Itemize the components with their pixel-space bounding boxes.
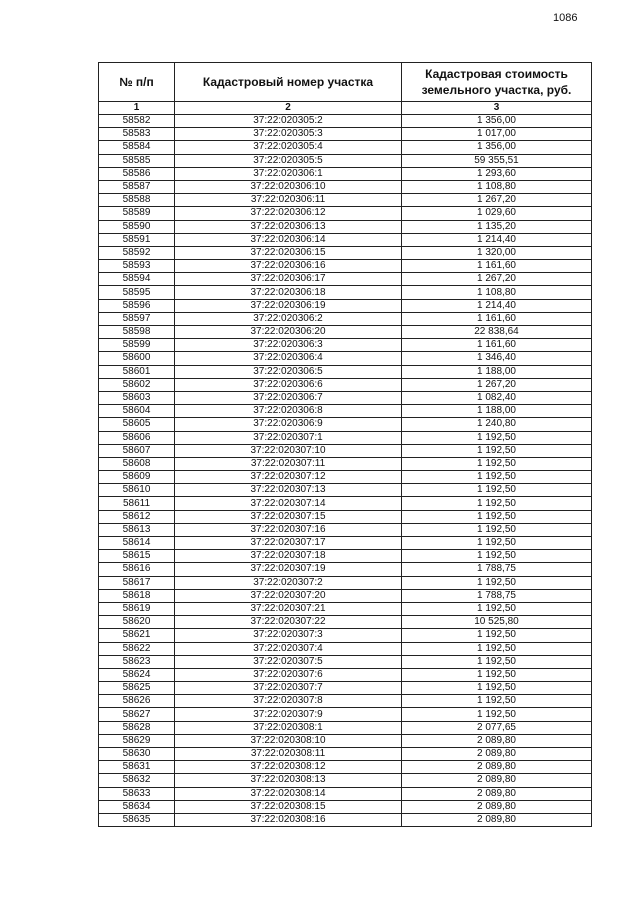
cadastral-value-cell: 1 108,80 <box>402 286 592 299</box>
cadastral-value-cell: 1 293,60 <box>402 167 592 180</box>
cadastral-number-cell: 37:22:020306:20 <box>175 326 402 339</box>
cadastral-value-cell: 1 017,00 <box>402 128 592 141</box>
table-row <box>99 207 592 220</box>
table-row <box>99 128 592 141</box>
cadastral-number-cell: 37:22:020308:10 <box>175 734 402 747</box>
column-index-row <box>99 102 592 115</box>
row-number-cell: 58588 <box>99 194 175 207</box>
row-number-cell: 58594 <box>99 273 175 286</box>
row-number-cell: 58625 <box>99 682 175 695</box>
cadastral-value-cell: 1 267,20 <box>402 378 592 391</box>
cadastral-number-cell: 37:22:020307:10 <box>175 444 402 457</box>
column-index: 2 <box>175 102 402 115</box>
cadastral-number-cell: 37:22:020305:2 <box>175 115 402 128</box>
cadastral-number-cell: 37:22:020307:14 <box>175 497 402 510</box>
cadastral-value-cell: 1 192,50 <box>402 642 592 655</box>
row-number-cell: 58634 <box>99 800 175 813</box>
row-number-cell: 58582 <box>99 115 175 128</box>
cadastral-value-cell: 1 346,40 <box>402 352 592 365</box>
cadastral-value-cell: 1 192,50 <box>402 602 592 615</box>
row-number-cell: 58611 <box>99 497 175 510</box>
cadastral-number-cell: 37:22:020308:16 <box>175 813 402 826</box>
row-number-cell: 58593 <box>99 260 175 273</box>
cadastral-number-cell: 37:22:020305:4 <box>175 141 402 154</box>
row-number-cell: 58585 <box>99 154 175 167</box>
row-number-cell: 58598 <box>99 326 175 339</box>
row-number-cell: 58603 <box>99 391 175 404</box>
cadastral-number-cell: 37:22:020307:21 <box>175 602 402 615</box>
table-row <box>99 405 592 418</box>
cadastral-number-cell: 37:22:020306:17 <box>175 273 402 286</box>
row-number-cell: 58608 <box>99 457 175 470</box>
cadastral-number-cell: 37:22:020306:19 <box>175 299 402 312</box>
table-row <box>99 589 592 602</box>
row-number-cell: 58609 <box>99 471 175 484</box>
cadastral-number-cell: 37:22:020307:12 <box>175 471 402 484</box>
table-row <box>99 260 592 273</box>
row-number-cell: 58589 <box>99 207 175 220</box>
cadastral-number-cell: 37:22:020306:10 <box>175 180 402 193</box>
table-row <box>99 457 592 470</box>
cadastral-value-cell: 1 108,80 <box>402 180 592 193</box>
table-row <box>99 497 592 510</box>
cadastral-value-cell: 1 192,50 <box>402 550 592 563</box>
table-row <box>99 167 592 180</box>
cadastral-value-cell: 1 788,75 <box>402 563 592 576</box>
table-row <box>99 484 592 497</box>
cadastral-number-cell: 37:22:020308:14 <box>175 787 402 800</box>
table-row <box>99 616 592 629</box>
row-number-cell: 58626 <box>99 695 175 708</box>
cadastral-number-cell: 37:22:020306:2 <box>175 312 402 325</box>
row-number-cell: 58630 <box>99 748 175 761</box>
cadastral-value-cell: 2 089,80 <box>402 787 592 800</box>
cadastral-number-cell: 37:22:020308:13 <box>175 774 402 787</box>
cadastral-value-cell: 1 192,50 <box>402 655 592 668</box>
cadastral-number-cell: 37:22:020308:11 <box>175 748 402 761</box>
table-row <box>99 787 592 800</box>
cadastral-value-cell: 1 161,60 <box>402 260 592 273</box>
cadastral-value-cell: 10 525,80 <box>402 616 592 629</box>
table-row <box>99 510 592 523</box>
row-number-cell: 58629 <box>99 734 175 747</box>
cadastral-number-cell: 37:22:020307:15 <box>175 510 402 523</box>
cadastral-value-cell: 1 192,50 <box>402 537 592 550</box>
cadastral-value-cell: 1 082,40 <box>402 391 592 404</box>
cadastral-number-cell: 37:22:020306:3 <box>175 339 402 352</box>
table-row <box>99 299 592 312</box>
table-row <box>99 655 592 668</box>
row-number-cell: 58618 <box>99 589 175 602</box>
row-number-cell: 58583 <box>99 128 175 141</box>
cadastral-value-cell: 1 161,60 <box>402 312 592 325</box>
row-number-cell: 58584 <box>99 141 175 154</box>
cadastral-value-cell: 2 089,80 <box>402 748 592 761</box>
cadastral-number-cell: 37:22:020306:7 <box>175 391 402 404</box>
cadastral-table <box>98 62 592 827</box>
table-row <box>99 721 592 734</box>
cadastral-number-cell: 37:22:020307:5 <box>175 655 402 668</box>
row-number-cell: 58619 <box>99 602 175 615</box>
table-row <box>99 141 592 154</box>
cadastral-value-cell: 22 838,64 <box>402 326 592 339</box>
cadastral-number-cell: 37:22:020307:9 <box>175 708 402 721</box>
cadastral-value-cell: 59 355,51 <box>402 154 592 167</box>
table-row <box>99 365 592 378</box>
table-row <box>99 668 592 681</box>
cadastral-number-cell: 37:22:020306:18 <box>175 286 402 299</box>
table-row <box>99 391 592 404</box>
table-row <box>99 563 592 576</box>
cadastral-number-cell: 37:22:020307:7 <box>175 682 402 695</box>
header-number: № п/п <box>99 63 175 102</box>
row-number-cell: 58604 <box>99 405 175 418</box>
cadastral-number-cell: 37:22:020307:16 <box>175 523 402 536</box>
row-number-cell: 58606 <box>99 431 175 444</box>
cadastral-number-cell: 37:22:020307:2 <box>175 576 402 589</box>
cadastral-value-cell: 1 029,60 <box>402 207 592 220</box>
row-number-cell: 58627 <box>99 708 175 721</box>
table-row <box>99 576 592 589</box>
header-cadastral-value: Кадастровая стоимость земельного участка, руб. <box>402 63 592 102</box>
cadastral-number-cell: 37:22:020306:4 <box>175 352 402 365</box>
cadastral-number-cell: 37:22:020306:12 <box>175 207 402 220</box>
cadastral-value-cell: 1 356,00 <box>402 141 592 154</box>
cadastral-value-cell: 2 089,80 <box>402 734 592 747</box>
row-number-cell: 58632 <box>99 774 175 787</box>
table-row <box>99 233 592 246</box>
row-number-cell: 58614 <box>99 537 175 550</box>
cadastral-number-cell: 37:22:020306:8 <box>175 405 402 418</box>
cadastral-value-cell: 2 089,80 <box>402 813 592 826</box>
row-number-cell: 58615 <box>99 550 175 563</box>
row-number-cell: 58620 <box>99 616 175 629</box>
row-number-cell: 58596 <box>99 299 175 312</box>
row-number-cell: 58599 <box>99 339 175 352</box>
cadastral-number-cell: 37:22:020307:6 <box>175 668 402 681</box>
cadastral-number-cell: 37:22:020306:16 <box>175 260 402 273</box>
table-row <box>99 339 592 352</box>
row-number-cell: 58607 <box>99 444 175 457</box>
table-row <box>99 180 592 193</box>
cadastral-value-cell: 1 192,50 <box>402 457 592 470</box>
table-row <box>99 431 592 444</box>
cadastral-number-cell: 37:22:020307:4 <box>175 642 402 655</box>
cadastral-value-cell: 2 089,80 <box>402 800 592 813</box>
cadastral-value-cell: 1 267,20 <box>402 194 592 207</box>
cadastral-value-cell: 1 192,50 <box>402 431 592 444</box>
table-row <box>99 761 592 774</box>
cadastral-value-cell: 1 192,50 <box>402 682 592 695</box>
row-number-cell: 58602 <box>99 378 175 391</box>
row-number-cell: 58595 <box>99 286 175 299</box>
cadastral-value-cell: 1 192,50 <box>402 484 592 497</box>
cadastral-number-cell: 37:22:020307:20 <box>175 589 402 602</box>
row-number-cell: 58635 <box>99 813 175 826</box>
cadastral-value-cell: 1 192,50 <box>402 695 592 708</box>
table-row <box>99 246 592 259</box>
cadastral-number-cell: 37:22:020308:15 <box>175 800 402 813</box>
cadastral-value-cell: 1 788,75 <box>402 589 592 602</box>
row-number-cell: 58591 <box>99 233 175 246</box>
table-row <box>99 642 592 655</box>
column-index: 1 <box>99 102 175 115</box>
row-number-cell: 58623 <box>99 655 175 668</box>
row-number-cell: 58612 <box>99 510 175 523</box>
row-number-cell: 58628 <box>99 721 175 734</box>
header-cadastral-number: Кадастровый номер участка <box>175 63 402 102</box>
cadastral-value-cell: 1 192,50 <box>402 629 592 642</box>
cadastral-value-cell: 1 192,50 <box>402 708 592 721</box>
cadastral-number-cell: 37:22:020306:9 <box>175 418 402 431</box>
table-row <box>99 708 592 721</box>
cadastral-value-cell: 1 192,50 <box>402 497 592 510</box>
cadastral-number-cell: 37:22:020307:8 <box>175 695 402 708</box>
cadastral-number-cell: 37:22:020306:5 <box>175 365 402 378</box>
table-row <box>99 312 592 325</box>
table-row <box>99 352 592 365</box>
cadastral-number-cell: 37:22:020305:5 <box>175 154 402 167</box>
row-number-cell: 58587 <box>99 180 175 193</box>
cadastral-value-cell: 1 214,40 <box>402 233 592 246</box>
cadastral-value-cell: 1 188,00 <box>402 365 592 378</box>
cadastral-value-cell: 2 089,80 <box>402 761 592 774</box>
cadastral-value-cell: 1 192,50 <box>402 576 592 589</box>
table-row <box>99 378 592 391</box>
cadastral-number-cell: 37:22:020308:1 <box>175 721 402 734</box>
row-number-cell: 58586 <box>99 167 175 180</box>
row-number-cell: 58605 <box>99 418 175 431</box>
cadastral-value-cell: 1 356,00 <box>402 115 592 128</box>
table-row <box>99 734 592 747</box>
cadastral-number-cell: 37:22:020306:13 <box>175 220 402 233</box>
cadastral-number-cell: 37:22:020308:12 <box>175 761 402 774</box>
row-number-cell: 58616 <box>99 563 175 576</box>
table-row <box>99 537 592 550</box>
table-row <box>99 695 592 708</box>
row-number-cell: 58592 <box>99 246 175 259</box>
table-row <box>99 682 592 695</box>
table-row <box>99 154 592 167</box>
column-index: 3 <box>402 102 592 115</box>
cadastral-number-cell: 37:22:020306:14 <box>175 233 402 246</box>
cadastral-number-cell: 37:22:020307:11 <box>175 457 402 470</box>
cadastral-value-cell: 2 077,65 <box>402 721 592 734</box>
table-row <box>99 800 592 813</box>
table-row <box>99 220 592 233</box>
cadastral-value-cell: 1 188,00 <box>402 405 592 418</box>
row-number-cell: 58617 <box>99 576 175 589</box>
cadastral-number-cell: 37:22:020307:17 <box>175 537 402 550</box>
cadastral-value-cell: 1 192,50 <box>402 668 592 681</box>
table-row <box>99 629 592 642</box>
cadastral-value-cell: 1 192,50 <box>402 523 592 536</box>
row-number-cell: 58624 <box>99 668 175 681</box>
table-row <box>99 444 592 457</box>
row-number-cell: 58631 <box>99 761 175 774</box>
cadastral-value-cell: 2 089,80 <box>402 774 592 787</box>
cadastral-value-cell: 1 267,20 <box>402 273 592 286</box>
table-row <box>99 286 592 299</box>
cadastral-number-cell: 37:22:020306:15 <box>175 246 402 259</box>
cadastral-number-cell: 37:22:020307:19 <box>175 563 402 576</box>
cadastral-value-cell: 1 320,00 <box>402 246 592 259</box>
table-row <box>99 194 592 207</box>
cadastral-number-cell: 37:22:020305:3 <box>175 128 402 141</box>
table-row <box>99 471 592 484</box>
row-number-cell: 58622 <box>99 642 175 655</box>
table-row <box>99 326 592 339</box>
table-row <box>99 813 592 826</box>
cadastral-number-cell: 37:22:020306:1 <box>175 167 402 180</box>
cadastral-value-cell: 1 240,80 <box>402 418 592 431</box>
cadastral-value-cell: 1 161,60 <box>402 339 592 352</box>
cadastral-number-cell: 37:22:020307:13 <box>175 484 402 497</box>
table-row <box>99 602 592 615</box>
cadastral-number-cell: 37:22:020307:3 <box>175 629 402 642</box>
table-row <box>99 523 592 536</box>
row-number-cell: 58590 <box>99 220 175 233</box>
cadastral-number-cell: 37:22:020307:22 <box>175 616 402 629</box>
row-number-cell: 58613 <box>99 523 175 536</box>
cadastral-value-cell: 1 135,20 <box>402 220 592 233</box>
cadastral-number-cell: 37:22:020307:18 <box>175 550 402 563</box>
cadastral-number-cell: 37:22:020306:11 <box>175 194 402 207</box>
row-number-cell: 58600 <box>99 352 175 365</box>
table-row <box>99 115 592 128</box>
cadastral-value-cell: 1 214,40 <box>402 299 592 312</box>
table-row <box>99 774 592 787</box>
row-number-cell: 58597 <box>99 312 175 325</box>
table-header-row <box>99 63 592 102</box>
table-row <box>99 748 592 761</box>
row-number-cell: 58601 <box>99 365 175 378</box>
cadastral-number-cell: 37:22:020307:1 <box>175 431 402 444</box>
cadastral-number-cell: 37:22:020306:6 <box>175 378 402 391</box>
table-row <box>99 273 592 286</box>
table-row <box>99 418 592 431</box>
table-row <box>99 550 592 563</box>
page-number: 1086 <box>553 12 578 24</box>
cadastral-value-cell: 1 192,50 <box>402 510 592 523</box>
row-number-cell: 58621 <box>99 629 175 642</box>
cadastral-value-cell: 1 192,50 <box>402 444 592 457</box>
row-number-cell: 58610 <box>99 484 175 497</box>
row-number-cell: 58633 <box>99 787 175 800</box>
cadastral-value-cell: 1 192,50 <box>402 471 592 484</box>
